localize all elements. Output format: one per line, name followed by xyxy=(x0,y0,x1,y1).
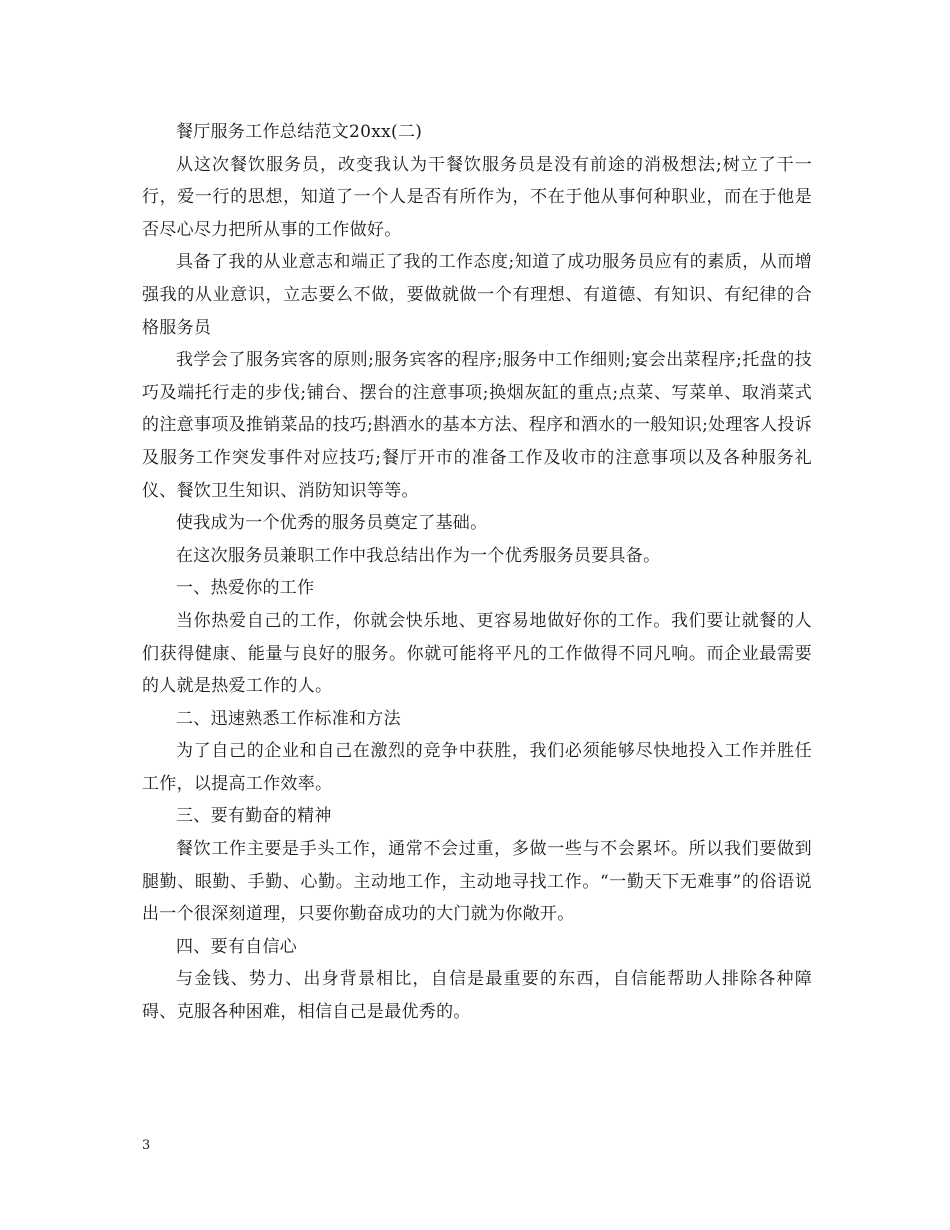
paragraph: 当你热爱自己的工作，你就会快乐地、更容易地做好你的工作。我们要让就餐的人们获得健康、能量与良好的服务。你就可能将平凡的工作做得不同凡响。而企业最需要的人就是热爱工作的人。 xyxy=(142,610,812,697)
paragraph: 使我成为一个优秀的服务员奠定了基础。 xyxy=(176,513,488,534)
section-heading: 一、热爱你的工作 xyxy=(176,578,315,599)
paragraph: 为了自己的企业和自己在激烈的竞争中获胜，我们必须能够尽快地投入工作并胜任工作，以提高工作效率。 xyxy=(142,741,812,794)
paragraph: 餐饮工作主要是手头工作，通常不会过重，多做一些与不会累坏。所以我们要做到腿勤、眼勤、手勤、心勤。主动地工作，主动地寻找工作。“一勤天下无难事”的俗语说出一个很深刻道理，只要你勤奋成功的大门就为你敞开。 xyxy=(142,839,812,925)
document-title: 餐厅服务工作总结范文20xx(二) xyxy=(176,122,423,142)
paragraph: 具备了我的从业意志和端正了我的工作态度;知道了成功服务员应有的素质，从而增强我的从业意识，立志要么不做，要做就做一个有理想、有道德、有知识、有纪律的合格服务员 xyxy=(142,252,812,338)
paragraph: 从这次餐饮服务员，改变我认为干餐饮服务员是没有前途的消极想法;树立了干一行，爱一行的思想，知道了一个人是否有所作为，不在于他从事何种职业，而在于他是否尽心尽力把所从事的工作做好。 xyxy=(142,154,812,240)
section-heading: 三、要有勤奋的精神 xyxy=(176,806,332,827)
section-heading: 四、要有自信心 xyxy=(176,936,298,957)
document-body xyxy=(142,116,812,1029)
paragraph: 在这次服务员兼职工作中我总结出作为一个优秀服务员要具备。 xyxy=(176,545,661,566)
paragraph: 与金钱、势力、出身背景相比，自信是最重要的东西，自信能帮助人排除各种障碍、克服各种困难，相信自己是最优秀的。 xyxy=(142,969,812,1023)
section-heading: 二、迅速熟悉工作标准和方法 xyxy=(176,708,401,729)
paragraph: 我学会了服务宾客的原则;服务宾客的程序;服务中工作细则;宴会出菜程序;托盘的技巧及端托行走的步伐;铺台、摆台的注意事项;换烟灰缸的重点;点菜、写菜单、取消菜式的注意事项及推销菜品的技巧;斟酒水的基本方法、程序和酒水的一般知识;处理客人投诉及服务工作突发事件对应技巧;餐厅开市的准备工作及收市的注意事项以及各种服务礼仪、餐饮卫生知识、消防知识等等。 xyxy=(142,350,812,501)
page-number: 3 xyxy=(142,1138,151,1153)
